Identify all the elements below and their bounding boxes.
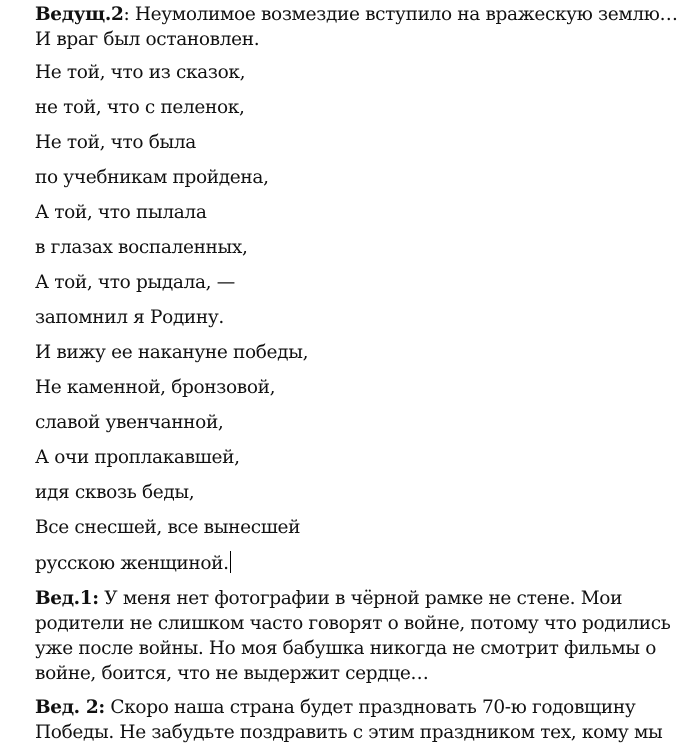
paragraph-presenter2 (35, 695, 675, 745)
paragraph-presenter2-intro (35, 2, 678, 52)
poem-line: идя сквозь беды, (35, 482, 195, 503)
paragraph-presenter1 (35, 586, 675, 686)
text-cursor (230, 551, 231, 573)
paragraph-first-line (35, 2, 678, 27)
poem-line: Не той, что из сказок, (35, 62, 246, 83)
poem-line: А той, что рыдала, — (35, 272, 235, 293)
poem-last-line[interactable] (35, 551, 231, 576)
paragraph-text: У меня нет фотографии в чёрной рамке не стене. Мои родители не слишком часто говорят о войне, потому что родились уже после войны. Но моя бабушка никогда не смотрит фильмы о войне, боится, что не выдержит сердце… (35, 588, 671, 684)
paragraph-text: : Неумолимое возмездие вступило на вражескую землю… (123, 4, 678, 25)
poem-line: в глазах воспаленных, (35, 237, 248, 258)
poem-line: А той, что пылала (35, 202, 207, 223)
speaker-label: Ведущ.2 (35, 4, 124, 25)
poem-line: русскою женщиной. (35, 553, 229, 574)
poem-line: А очи проплакавшей, (35, 447, 240, 468)
paragraph-second-line: И враг был остановлен. (35, 29, 260, 50)
speaker-label: Вед.1: (35, 588, 99, 609)
paragraph-text: Скоро наша страна будет праздновать 70-ю годовщину Победы. Не забудьте поздравить с этим праздником тех, кому мы (35, 697, 663, 743)
poem-line: Не той, что была (35, 132, 196, 153)
poem-line: запомнил я Родину. (35, 307, 224, 328)
poem-line: Не каменной, бронзовой, (35, 377, 276, 398)
poem-line: славой увенчанной, (35, 412, 224, 433)
speaker-label: Вед. 2: (35, 697, 105, 718)
poem-line: не той, что с пеленок, (35, 97, 245, 118)
poem-line: И вижу ее накануне победы, (35, 342, 309, 363)
poem-line: по учебникам пройдена, (35, 167, 269, 188)
poem-line: Все снесшей, все вынесшей (35, 517, 301, 538)
